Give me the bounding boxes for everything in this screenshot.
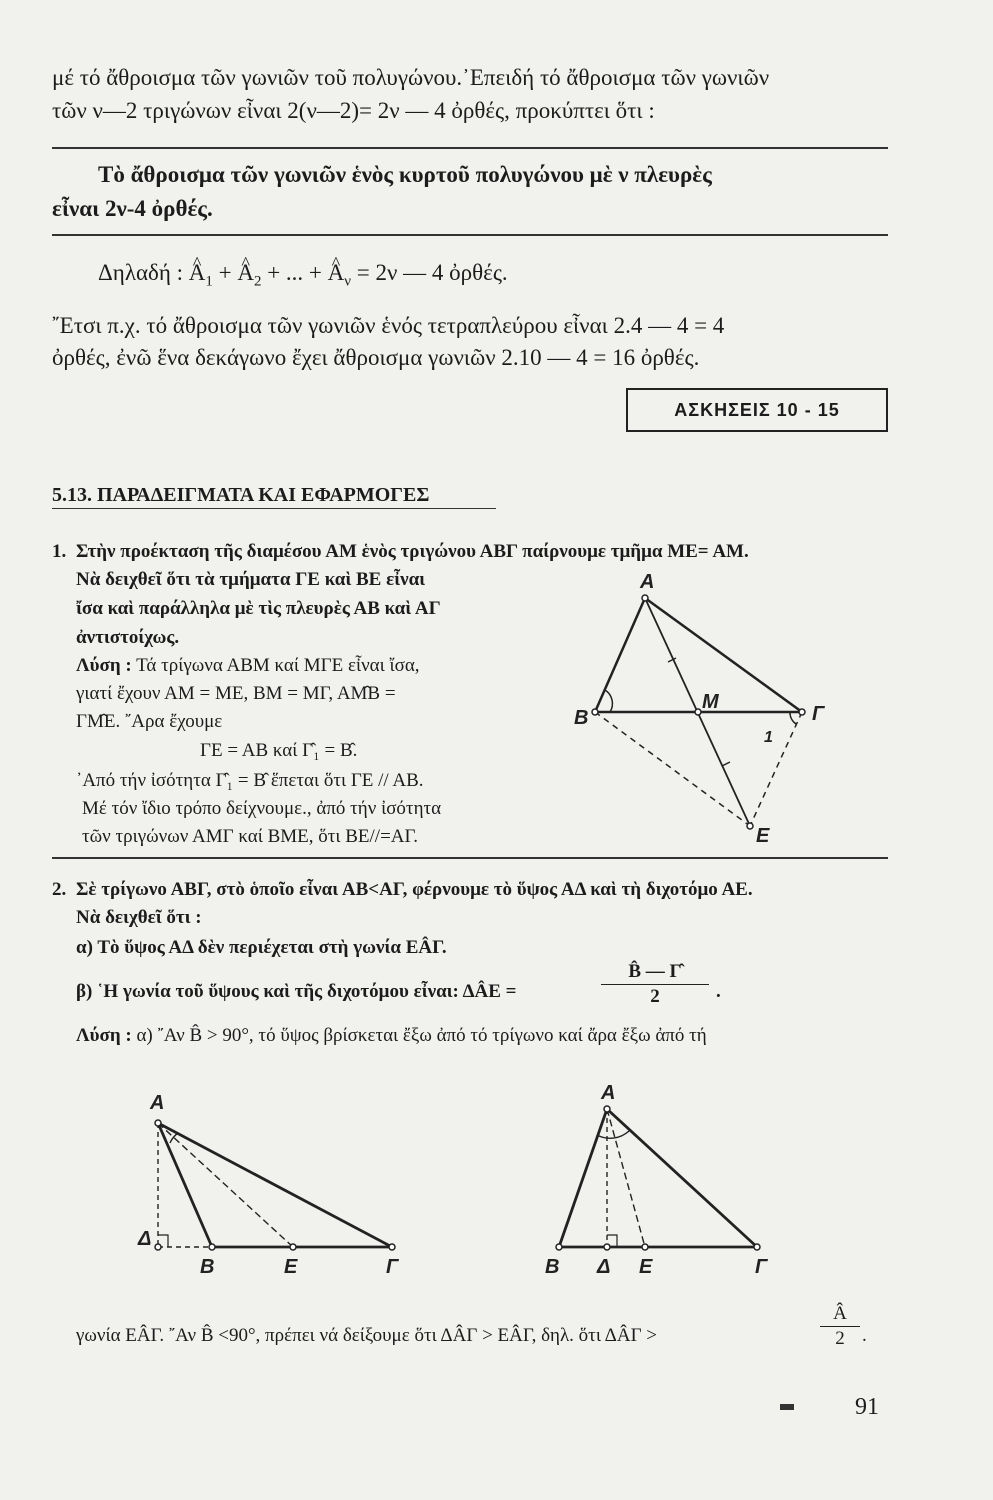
point-G	[389, 1244, 395, 1250]
segment-AB	[158, 1123, 212, 1247]
fig2b-label-B: B	[545, 1256, 560, 1278]
problem1-line-1: Στὴν προέκταση τῆς διαμέσου ΑΜ ἑνὸς τριγώνου ΑΒΓ παίρνουμε τμῆμα ΜΕ= ΑΜ.	[76, 541, 749, 562]
problem2-fraction-b-denominator: 2	[601, 984, 709, 1009]
problem2-final-fraction	[820, 1302, 860, 1351]
theorem-line-1: Τὸ ἄθροισμα τῶν γωνιῶν ἑνὸς κυρτοῦ πολυγώνου μὲ ν πλευρὲς	[98, 162, 712, 187]
intro-line-2: τῶν ν—2 τριγώνων εἶναι 2(ν—2)= 2ν — 4 ὀρθές, προκύπτει ὅτι :	[52, 98, 655, 123]
problem1-line-4: ἀντιστοίχως.	[76, 627, 180, 648]
fig1-label-M: M	[702, 691, 719, 713]
fig1-label-G: Γ	[812, 703, 825, 725]
problem1-line-2: Νὰ δειχθεῖ ὅτι τὰ τμήματα ΓΕ καὶ ΒΕ εἶναι	[76, 569, 426, 590]
point-B	[592, 709, 598, 715]
problem1-line-3: ἴσα καὶ παράλληλα μὲ τὶς πλευρὲς ΑΒ καὶ ΑΓ	[76, 598, 441, 619]
fig1-label-A: A	[640, 571, 655, 593]
fig2b-label-E: E	[639, 1256, 653, 1278]
problem1-number: 1.	[52, 541, 67, 562]
formula-sub-v: ν	[344, 273, 352, 290]
point-E	[747, 823, 753, 829]
angle-arc-G1	[790, 712, 796, 724]
example-line-1: ῎Ετσι π.χ. τό ἄθροισμα τῶν γωνιῶν ἑνός τετραπλεύρου εἶναι 2.4 — 4 = 4	[52, 313, 725, 338]
point-M	[695, 709, 701, 715]
bisector-AE	[607, 1109, 645, 1247]
fig1-label-one: 1	[764, 729, 773, 746]
page-number: 91	[855, 1394, 879, 1420]
problem2-solution	[76, 1022, 707, 1050]
problem1-solution-line-4: ΓΕ = ΑΒ καί Γ̂₁ = Β̂.	[200, 740, 358, 761]
fig2a-label-A: A	[150, 1092, 165, 1114]
problem2-number: 2.	[52, 879, 67, 900]
problem2-part-b-end: .	[716, 981, 721, 1002]
fig2a-label-D: Δ	[138, 1228, 152, 1250]
problem1-solution-line-1: Τά τρίγωνα ΑΒΜ καί ΜΓΕ εἶναι ἴσα,	[136, 655, 420, 676]
problem1-solution-label: Λύση :	[76, 655, 132, 676]
fig2a-label-E: E	[284, 1256, 298, 1278]
tick-ME	[722, 762, 730, 766]
fig2b-label-D: Δ	[597, 1256, 611, 1278]
problem1-solution-line-5: ᾿Από τήν ἰσότητα Γ̂₁ = Β̂ ἕπεται ὅτι ΓΕ // ΑΒ.	[76, 770, 424, 791]
theorem-bottom-rule	[52, 234, 888, 236]
exercises-box	[626, 388, 888, 432]
fig2a-label-G: Γ	[386, 1256, 399, 1278]
problem2-final-line: γωνία ΕÂΓ. ῎Αν B̂ <90°, πρέπει νά δείξουμε ὅτι ΔÂΓ > ΕÂΓ, δηλ. ὅτι ΔÂΓ >	[76, 1325, 658, 1346]
formula-angle-1: ^ A	[189, 258, 206, 288]
theorem-top-rule	[52, 147, 888, 149]
problem1-solution	[76, 652, 420, 680]
example-line-2: ὀρθές, ἐνῶ ἕνα δεκάγωνο ἔχει ἄθροισμα γωνιῶν 2.10 — 4 = 16 ὀρθές.	[52, 345, 700, 370]
theorem-line-2: εἶναι 2ν-4 ὀρθές.	[52, 196, 213, 221]
formula-angle-v: ^ A	[328, 258, 345, 288]
point-A	[642, 595, 648, 601]
exercises-box-label: ΑΣΚΗΣΕΙΣ 10 - 15	[674, 400, 840, 420]
fig2b-label-G: Γ	[755, 1256, 768, 1278]
formula-dots: + ... +	[267, 260, 322, 285]
point-B	[556, 1244, 562, 1250]
problem1-figure	[560, 570, 860, 850]
point-B	[209, 1244, 215, 1250]
intro-line-1: μέ τό ἄθροισμα τῶν γωνιῶν τοῦ πολυγώνου.᾿Επειδή τό ἄθροισμα τῶν γωνιῶν	[52, 65, 770, 90]
formula-prefix: Δηλαδή :	[98, 260, 184, 285]
angle-arc-B	[605, 690, 612, 712]
point-E	[642, 1244, 648, 1250]
problem2-fraction-b	[595, 960, 715, 1009]
point-G	[799, 709, 805, 715]
segment-AB	[595, 598, 645, 712]
problem2-solution-line-1: α) ῎Αν B̂ > 90°, τό ὕψος βρίσκεται ἔξω ἀπό τό τρίγωνο καί ἄρα ἔξω ἀπό τή	[136, 1025, 707, 1046]
problem2-line-1: Σὲ τρίγωνο ΑΒΓ, στὸ ὁποῖο εἶναι ΑΒ<ΑΓ, φέρνουμε τὸ ὕψος ΑΔ καὶ τὴ διχοτόμο ΑΕ.	[76, 879, 753, 900]
problem1-solution-line-2: γιατί ἔχουν ΑΜ = ΜΕ, ΒΜ = ΜΓ, ΑΜ̂Β =	[76, 683, 396, 704]
segment-AG	[607, 1109, 757, 1247]
segment-GE	[750, 712, 802, 826]
point-E	[290, 1244, 296, 1250]
problem2-final-end: .	[862, 1325, 867, 1346]
problem-separator-rule	[52, 857, 888, 859]
section-title-underline	[52, 508, 496, 509]
problem2-part-a: α) Τὸ ὕψος ΑΔ δὲν περιέχεται στὴ γωνία ΕÂΓ.	[76, 937, 447, 958]
problem2-figure-acute	[535, 1082, 795, 1285]
problem2-final-fraction-denominator: 2	[820, 1326, 860, 1351]
point-A	[604, 1106, 610, 1112]
segment-BE	[595, 712, 750, 826]
formula-angle-2: ^ A	[237, 258, 254, 288]
problem2-fraction-b-numerator: B̂ — Γ̂	[628, 961, 682, 982]
segment-AG	[158, 1123, 392, 1247]
formula-rhs: = 2ν — 4 ὀρθές.	[356, 260, 508, 285]
fig2b-label-A: A	[601, 1082, 616, 1104]
point-G	[754, 1244, 760, 1250]
problem1-solution-line-7: τῶν τριγώνων ΑΜΓ καί ΒΜΕ, ὅτι ΒΕ//=ΑΓ.	[82, 826, 418, 847]
segment-AB	[559, 1109, 607, 1247]
problem1-solution-line-6: Μέ τόν ἴδιο τρόπο δείχνουμε., ἀπό τήν ἰσότητα	[82, 798, 442, 819]
formula-sub-1: 1	[205, 273, 213, 290]
problem2-line-2: Νὰ δειχθεῖ ὅτι :	[76, 907, 202, 928]
angle-sum-formula: Δηλαδή : ^ $A_1$ + ^ $A_2$ + ... + ^ $A_\nu = 2\nu$ — 4 ὀρθές.	[98, 258, 508, 297]
formula-sub-2: 2	[253, 273, 262, 290]
page-marker	[780, 1404, 794, 1410]
problem2-solution-label: Λύση :	[76, 1025, 132, 1046]
point-A	[155, 1120, 161, 1126]
section-title: 5.13. ΠΑΡΑΔΕΙΓΜΑΤΑ ΚΑΙ ΕΦΑΡΜΟΓΕΣ	[52, 484, 430, 506]
fig1-label-B: B	[574, 707, 589, 729]
fig2a-label-B: B	[200, 1256, 215, 1278]
problem2-part-b: β) ῾Η γωνία τοῦ ὕψους καὶ τῆς διχοτόμου εἶναι: ΔÂΕ =	[76, 981, 517, 1002]
problem2-final-fraction-numerator: Â	[833, 1303, 847, 1324]
problem2-figure-obtuse	[130, 1085, 430, 1285]
fig1-label-E: E	[756, 825, 770, 847]
problem1-solution-line-3: ΓΜ̂Ε. ῎Αρα ἔχουμε	[76, 711, 223, 732]
segment-AG	[645, 598, 802, 712]
point-D	[604, 1244, 610, 1250]
point-D	[155, 1244, 161, 1250]
